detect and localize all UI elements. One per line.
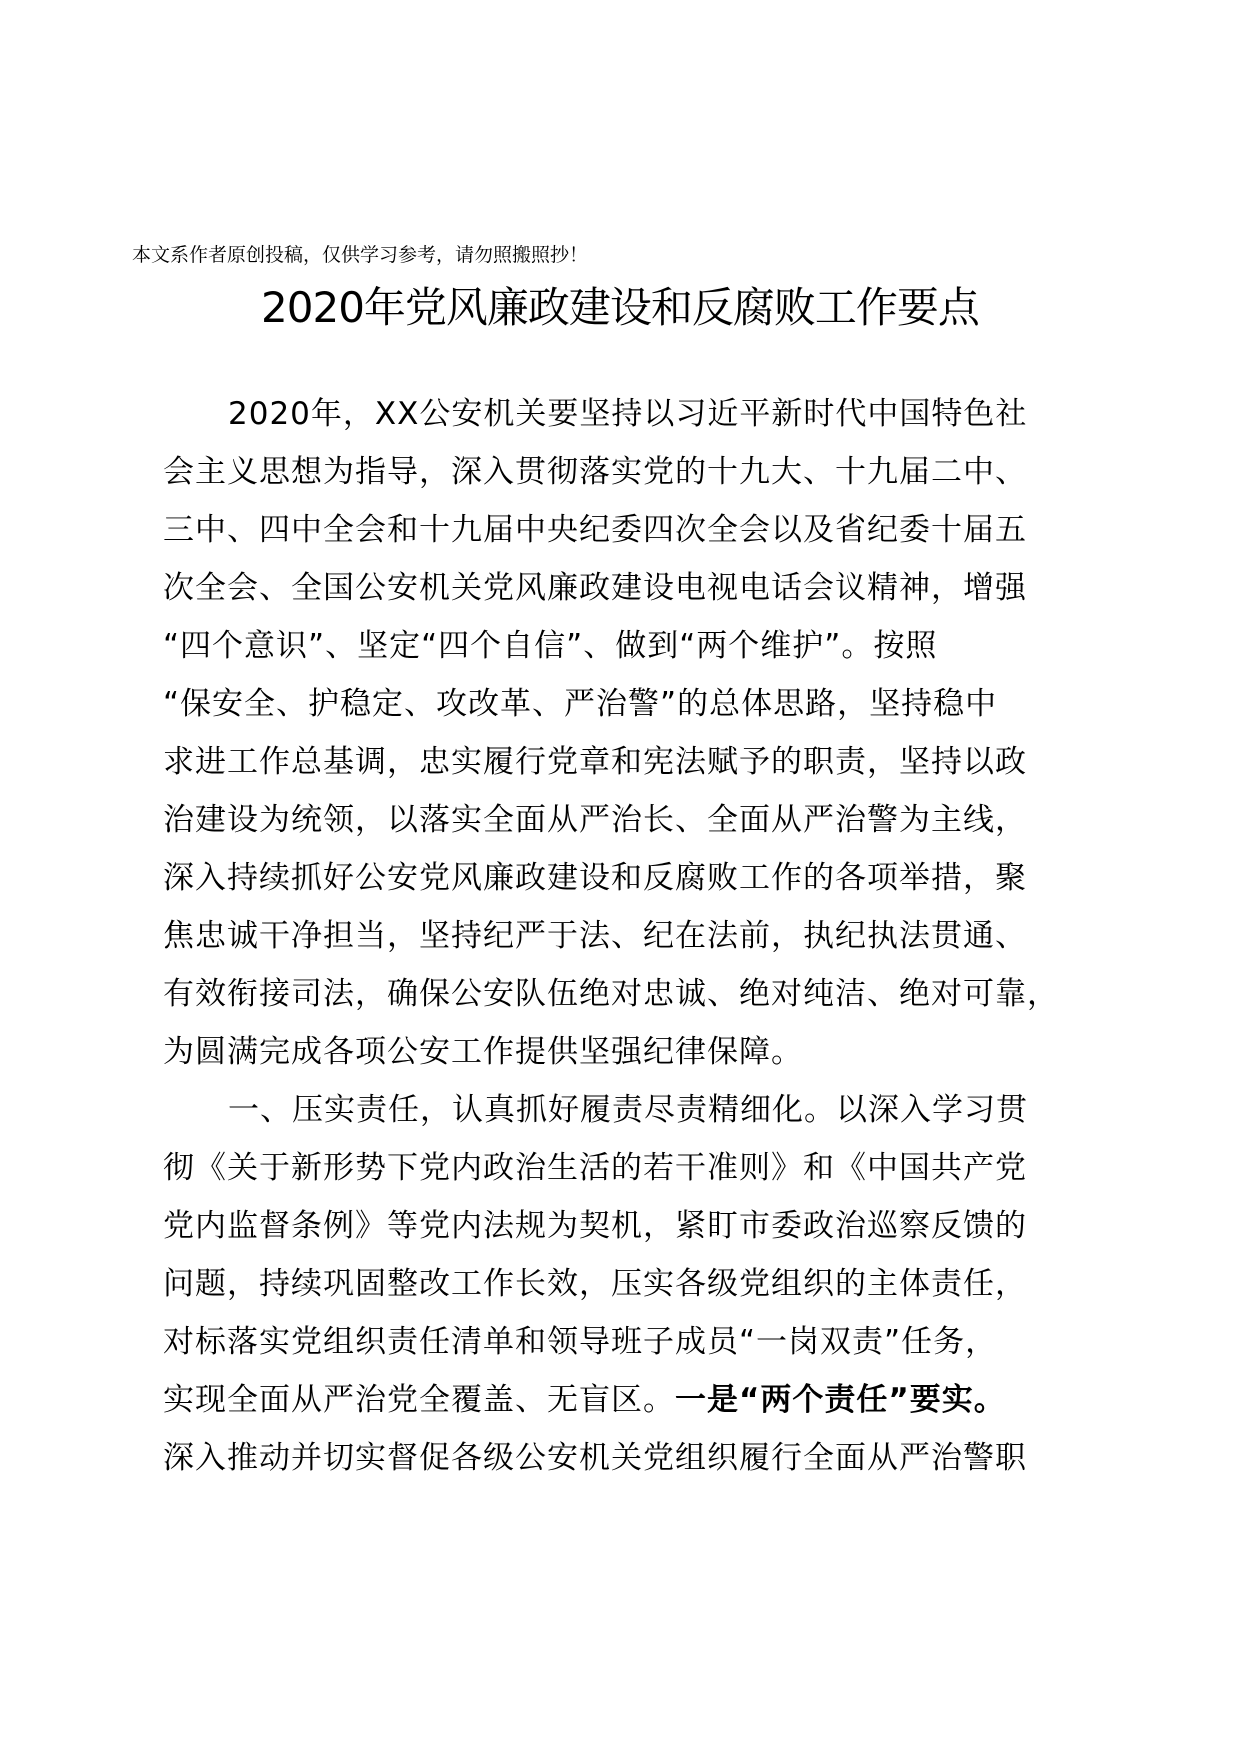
body-line-17: 对标落实党组织责任清单和领导班子成员“一岗双责”任务， [163, 1324, 998, 1360]
body-line-1: 2020年，XX公安机关要坚持以习近平新时代中国特色社 [228, 396, 1028, 432]
body-line-18 [163, 1380, 1006, 1420]
body-line-5: “四个意识”、坚定“四个自信”、做到“两个维护”。按照 [163, 628, 938, 664]
body-line-11: 有效衔接司法，确保公安队伍绝对忠诚、绝对纯洁、绝对可靠， [163, 976, 1059, 1012]
body-line-16: 问题，持续巩固整改工作长效，压实各级党组织的主体责任， [163, 1266, 1027, 1302]
section-heading-line: 一、压实责任，认真抓好履责尽责精细化。以深入学习贯 [228, 1092, 1028, 1128]
body-line-7: 求进工作总基调，忠实履行党章和宪法赋予的职责，坚持以政 [163, 744, 1027, 780]
body-line-10: 焦忠诚干净担当，坚持纪严于法、纪在法前，执纪执法贯通、 [163, 918, 1027, 954]
body-line-14: 彻《关于新形势下党内政治生活的若干准则》和《中国共产党 [163, 1150, 1027, 1186]
body-line-3: 三中、四中全会和十九届中央纪委四次全会以及省纪委十届五 [163, 512, 1027, 548]
body-line-6: “保安全、护稳定、攻改革、严治警”的总体思路，坚持稳中 [163, 686, 998, 722]
body-line-19: 深入推动并切实督促各级公安机关党组织履行全面从严治警职 [163, 1440, 1027, 1476]
body-line-8: 治建设为统领，以落实全面从严治长、全面从严治警为主线， [163, 802, 1027, 838]
body-line-9: 深入持续抓好公安党风廉政建设和反腐败工作的各项举措，聚 [163, 860, 1027, 896]
body-line-12: 为圆满完成各项公安工作提供坚强纪律保障。 [163, 1034, 803, 1070]
copyright-notice: 本文系作者原创投稿，仅供学习参考，请勿照搬照抄！ [132, 244, 589, 266]
body-line-2: 会主义思想为指导，深入贯彻落实党的十九大、十九届二中、 [163, 454, 1027, 490]
body-line-4: 次全会、全国公安机关党风廉政建设电视电话会议精神，增强 [163, 570, 1027, 606]
subheading-bold: 一是“两个责任”要实。 [675, 1382, 1006, 1418]
document-title: 2020年党风廉政建设和反腐败工作要点 [261, 283, 979, 332]
body-line-18-text: 实现全面从严治党全覆盖、无盲区。 [163, 1382, 675, 1418]
body-line-15: 党内监督条例》等党内法规为契机，紧盯市委政治巡察反馈的 [163, 1208, 1027, 1244]
